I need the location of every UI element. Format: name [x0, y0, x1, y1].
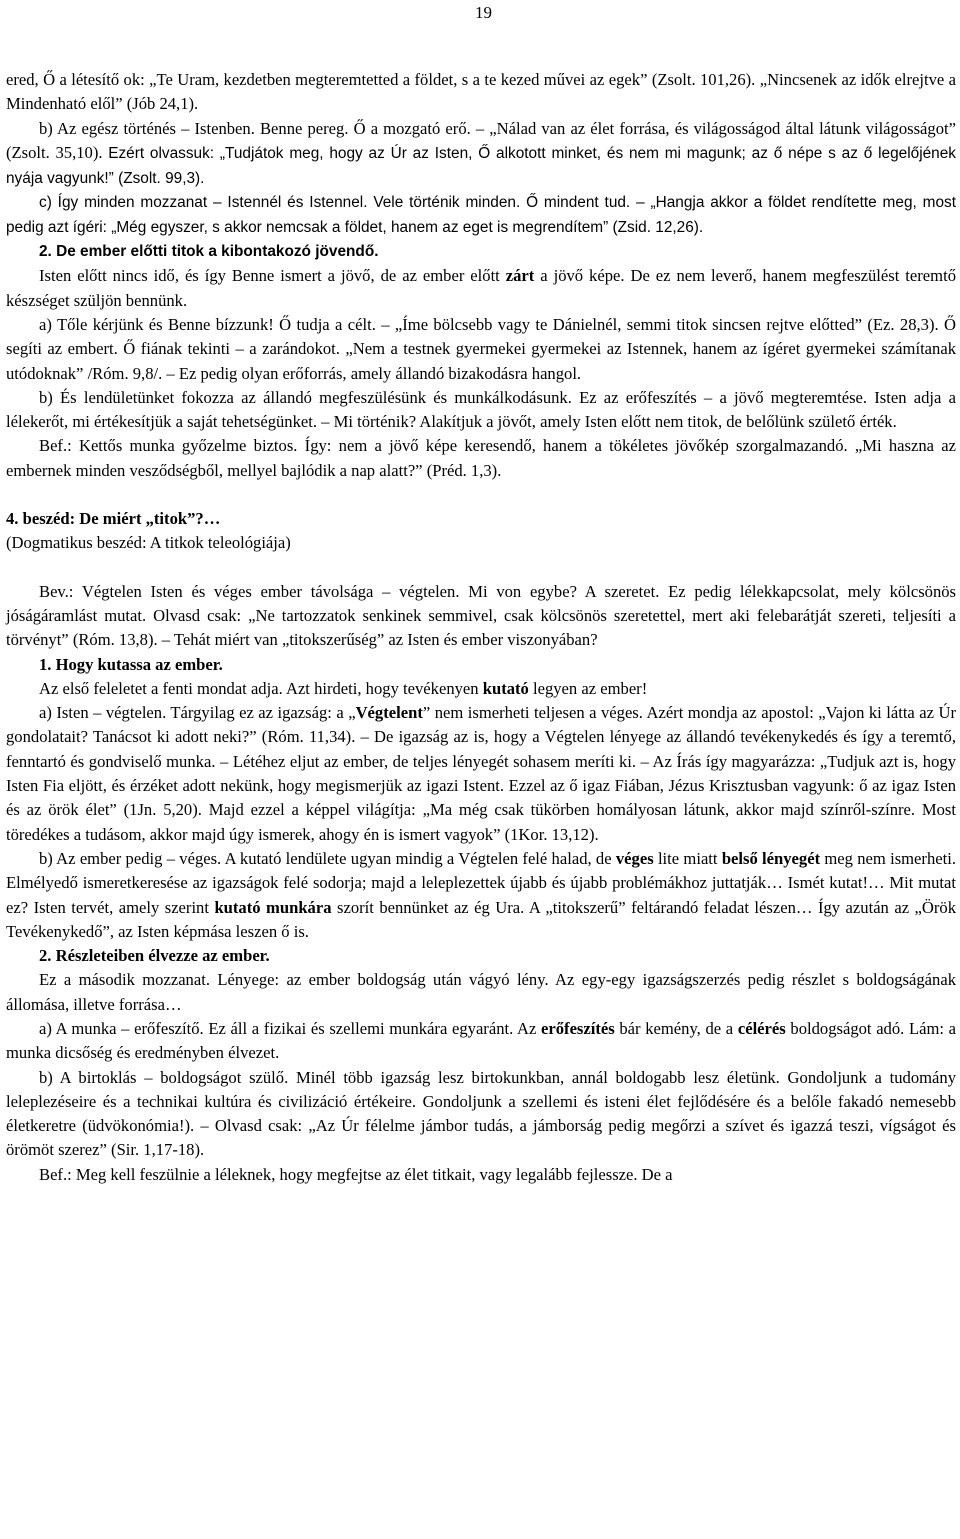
paragraph — [6, 264, 956, 313]
page-number: 19 — [475, 3, 492, 22]
paragraph — [6, 386, 956, 435]
paragraph — [6, 1066, 956, 1163]
text-run: b) A birtoklás – boldogságot szülő. Minél több igazság lesz birtokunkban, annál boldogabb lesz életünk. Gondoljunk a tudomány leleplezéseire és a technikai kultúra és civilizáció értékeire. Gondoljunk a szellemi és isteni élet fejlődésére és a belőle fakadó nemesebb életkeretre (üdvökonómia!). – Olvasd csak: „Az Úr félelme jámbor tudás, a jámborság pedig megőrzi a szívet és igazzá teszi, vígságot és örömöt szerez” (Sir. 1,17-18). — [6, 1067, 956, 1160]
bold-text-run: 2. De ember előtti titok a kibontakozó jövendő. — [39, 243, 379, 261]
text-run: lite miatt — [653, 848, 722, 868]
text-run: b) Az ember pedig – véges. A kutató lendülete ugyan mindig a Végtelen felé halad, de — [39, 848, 616, 868]
text-run: (Dogmatikus beszéd: A titkok teleológiája) — [6, 533, 291, 553]
body-text — [6, 68, 956, 1187]
text-run: legyen az ember! — [528, 678, 648, 698]
bold-text-run: erőfeszítés — [541, 1018, 615, 1038]
paragraph — [6, 507, 956, 531]
text-run: bár kemény, de a — [614, 1018, 738, 1038]
bold-text-run: kutató — [482, 678, 529, 698]
paragraph — [6, 847, 956, 944]
text-run: Bef.: Kettős munka győzelme biztos. Így: nem a jövő képe keresendő, hanem a tökéletes jövőkép szorgalmazandó. „Mi haszna az embernek minden vesződségből, mellyel bajlódik a nap alatt?” (Préd. 1,3). — [6, 436, 956, 480]
paragraph — [6, 313, 956, 386]
paragraph — [6, 653, 956, 677]
paragraph — [6, 434, 956, 483]
text-run: a) A munka – erőfeszítő. Ez áll a fizikai és szellemi munkára egyaránt. Az — [39, 1018, 542, 1038]
text-run: Isten előtt nincs idő, és így Benne ismert a jövő, de az ember előtt — [39, 266, 506, 286]
paragraph — [6, 68, 956, 117]
paragraph — [6, 117, 956, 192]
blank-line — [6, 483, 956, 507]
paragraph — [6, 677, 956, 701]
text-run: Az első feleletet a fenti mondat adja. Azt hirdeti, hogy tevékenyen — [39, 678, 483, 698]
bold-text-run: 4. beszéd: De miért „titok”?… — [6, 509, 221, 529]
text-run: boldogságot adó. Lám: a munka dicsőség és eredményben élvezet. — [6, 1018, 956, 1063]
bold-text-run: célérés — [737, 1018, 786, 1038]
paragraph — [6, 1163, 956, 1187]
paragraph — [6, 531, 956, 555]
text-run: a) Isten – végtelen. Tárgyilag ez az igazság: a „ — [39, 703, 356, 723]
bold-text-run: 2. Részleteiben élvezze az ember. — [39, 946, 270, 966]
bold-text-run: Végtelent — [355, 703, 423, 723]
bold-text-run: véges — [615, 848, 654, 868]
text-run: Bef.: Meg kell feszülnie a léleknek, hogy megfejtse az élet titkait, vagy legalább fejlessze. De a — [39, 1164, 673, 1184]
blank-line — [6, 556, 956, 580]
text-run: Ez a második mozzanat. Lényege: az ember boldogság után vágyó lény. Az egy-egy igazságszerzés pedig részlet s boldogságának állomása, illetve forrása… — [6, 970, 956, 1014]
text-run: ered, Ő a létesítő ok: „Te Uram, kezdetben megteremtetted a földet, s a te kezed művei az egek” (Zsolt. 101,26). „Nincsenek az idők elrejtve a Mindenható elől” (Jób 24,1). — [6, 70, 956, 114]
paragraph — [6, 968, 956, 1017]
text-run: meg nem ismerheti. Elmélyedő ismeretkeresése az igazságok felé sodorja; majd a leleplezettek újabb és újabb problémákhoz juttatják… Ismét kutat!… Mit mutat ez? Isten tervét, amely szerint — [6, 848, 956, 917]
paragraph — [6, 240, 956, 264]
paragraph — [6, 1017, 956, 1066]
text-run: c) Így minden mozzanat – Istennél és Istennel. Vele történik minden. Ő mindent tud. – „Hangja akkor a földet rendítette meg, most pedig azt ígéri: „Még egyszer, s akkor nemcsak a földet, hanem az eget is megrendítem” (Zsid. 12,26). — [6, 194, 956, 236]
paragraph — [6, 580, 956, 653]
text-run: Ezért olvassuk: „Tudjátok meg, hogy az Úr az Isten, Ő alkotott minket, és nem mi magunk; az ő népe s az ő legelőjének nyája vagyunk!” (Zsolt. 99,3). — [6, 144, 956, 188]
text-run: b) És lendületünket fokozza az állandó megfeszülésünk és munkálkodásunk. Ez az erőfeszítés – a jövő megteremtése. Isten adja a lélekerőt, mi értékesítjük a saját tehetségünket. – Mi történik? Alakítjuk a jövőt, amely Isten előtt nem titok, de belőlünk születő érték. — [6, 387, 956, 432]
paragraph — [6, 191, 956, 240]
text-run: szorít bennünket az ég Ura. A „titokszerű” feltárandó feladat lészen… Így azután az „Örök Tevékenykedő”, az Isten képmása leszen ő is. — [6, 897, 957, 941]
text-run: ” nem ismerheti teljesen a véges. Azért mondja az apostol: „Vajon ki látta az Úr gondolatait? Tanácsot ki adott neki?” (Róm. 11,34). – De igazság az is, hogy a Végtelen lényege az állandó tevékenykedés és így a teremtő, fenntartó és gondviselő munka. – Létéhez eljut az ember, de teljes lényegét sohasem meríti ki. – Az Írás így magyarázza: „Tudjuk azt is, hogy Isten Fia eljött, és érzéket adott nekünk, hogy megismerjük az igazi Istent. Ezzel az ő igaz Fiában, Jézus Krisztusban vagyunk: ő az igaz Isten és az örök élet” (1Jn. 5,20). Majd ezzel a képpel világítja: „Ma még csak tükörben homályosan látunk, akkor majd színről-színre. Most töredékes a tudásom, akkor majd úgy ismerek, ahogy én is ismert vagyok” (1Kor. 13,12). — [6, 703, 956, 844]
text-run: a jövő képe. De ez nem leverő, hanem megfeszülést teremtő készséget szüljön bennünk. — [6, 266, 956, 310]
bold-text-run: kutató munkára — [214, 897, 332, 917]
bold-text-run: 1. Hogy kutassa az ember. — [39, 654, 223, 674]
bold-text-run: belső lényegét — [721, 848, 821, 868]
text-run: a) Tőle kérjünk és Benne bízzunk! Ő tudja a célt. – „Íme bölcsebb vagy te Dánielnél, semmi titok sincsen rejtve előtted” (Ez. 28,3). Ő segíti az embert. Ő fiának tekinti – a zarándokot. „Nem a testnek gyermekei gyermekei az Istennek, hanem az ígéret gyermekei számítanak utódoknak” /Róm. 9,8/. – Ez pedig olyan erőforrás, amely állandó bizakodásra hangol. — [6, 314, 956, 383]
text-run: b) Az egész történés – Istenben. Benne pereg. Ő a mozgató erő. – „Nálad van az élet forrása, és világosságod által látunk világosságot” (Zsolt. 35,10). — [6, 118, 956, 162]
bold-text-run: zárt — [505, 266, 535, 286]
paragraph — [6, 944, 956, 968]
paragraph — [6, 701, 956, 847]
text-run: Bev.: Végtelen Isten és véges ember távolsága – végtelen. Mi von egybe? A szeretet. Ez pedig lélekkapcsolat, mely kölcsönös jóságáramlást mutat. Olvasd csak: „Ne tartozzatok senkinek semmivel, csak kölcsönös szeretettel, mert aki felebarátját szereti, teljesíti a törvényt” (Róm. 13,8). – Tehát miért van „titokszerűség” az Isten és ember viszonyában? — [6, 581, 956, 650]
